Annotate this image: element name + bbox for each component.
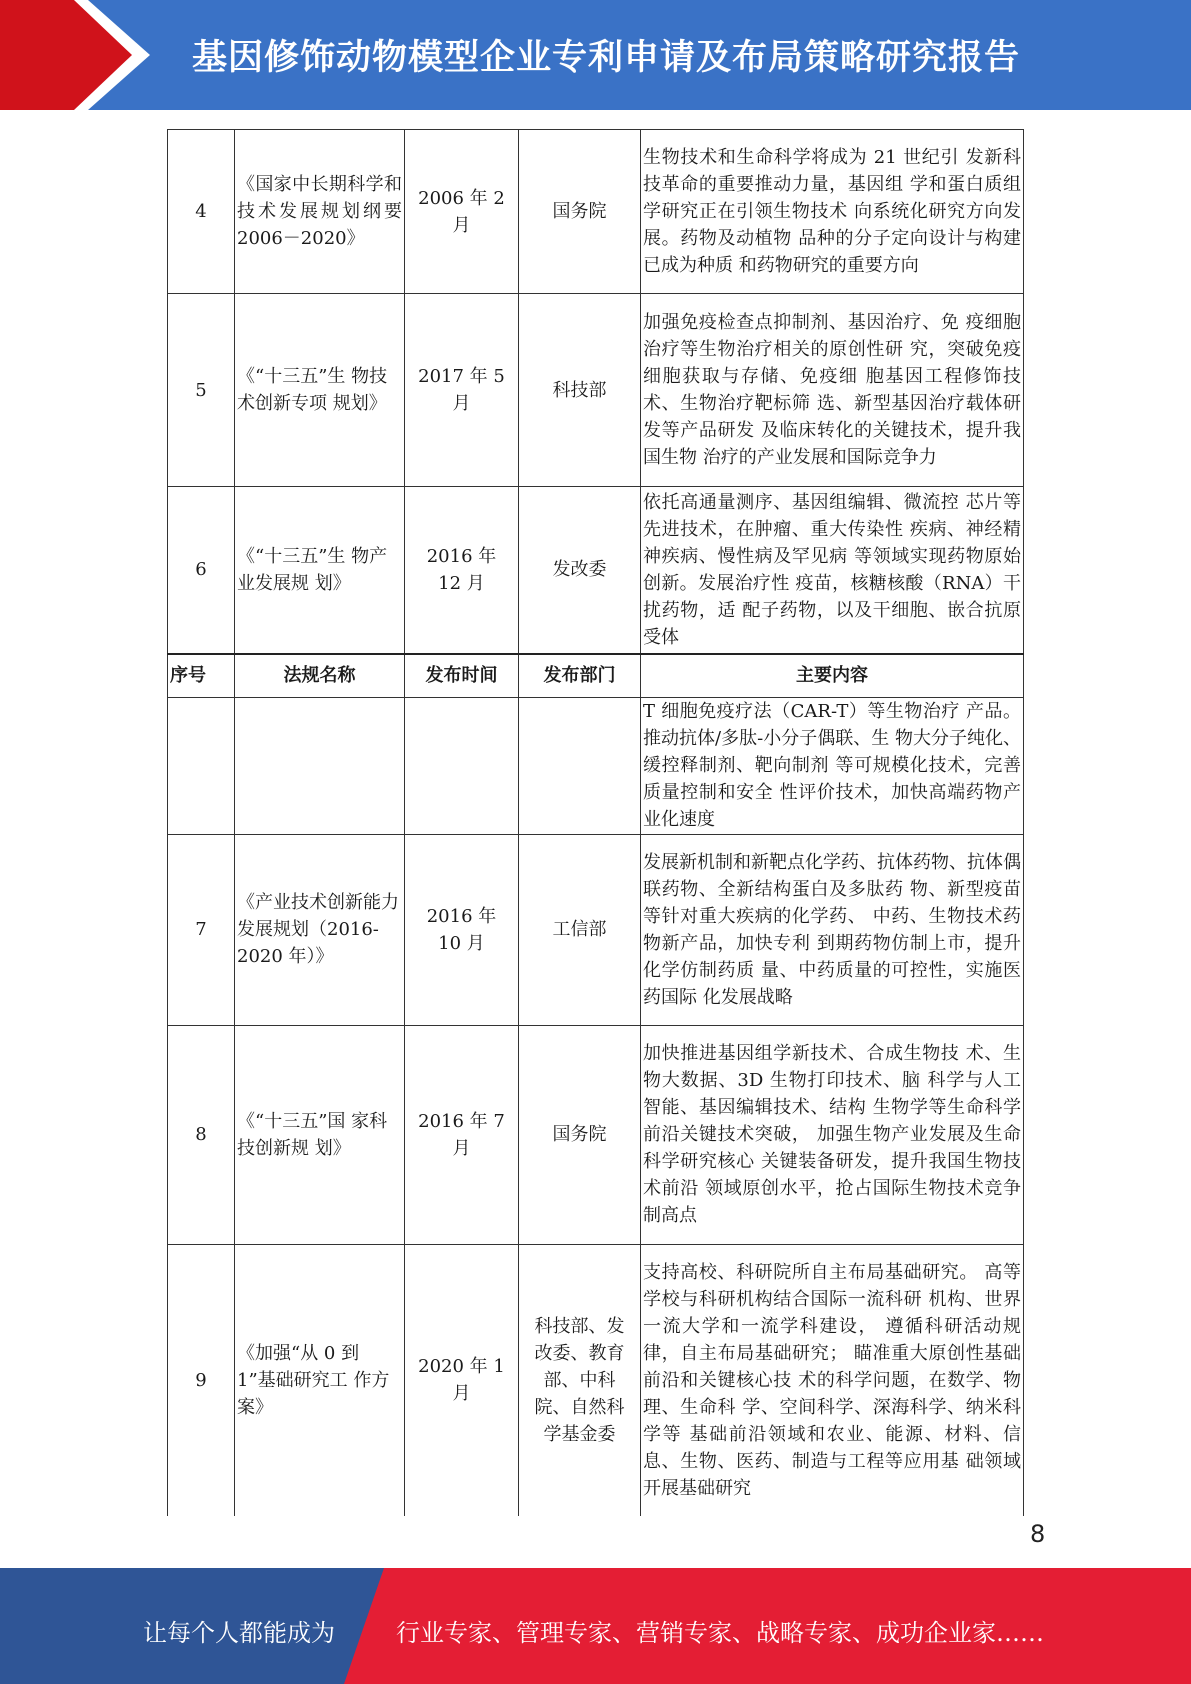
publish-department	[519, 697, 641, 834]
table-row	[168, 487, 1024, 654]
main-content: 加强免疫检查点抑制剂、基因治疗、免 疫细胞治疗等生物治疗相关的原创性研 究，突破免疫细胞获取与存储、免疫细 胞基因工程修饰技术、生物治疗靶标筛 选、新型基因治疗载体研发等产品研发 及临床转化的关键技术，提升我国生物 治疗的产业发展和国际竞争力	[641, 294, 1024, 487]
header-red-arrow	[0, 0, 150, 110]
regulation-name: 《国家中长期科学和技术发展规划纲要 2006－2020》	[235, 130, 405, 294]
main-content: 发展新机制和新靶点化学药、抗体药物、抗体偶联药物、全新结构蛋白及多肽药 物、新型疫苗等针对重大疾病的化学药、 中药、生物技术药物新产品，加快专利 到期药物仿制上市，提升化学仿制药质 量、中药质量的可控性，实施医药国际 化发展战略	[641, 834, 1024, 1025]
regulation-name: 《加强“从 0 到 1”基础研究工 作方案》	[235, 1244, 405, 1516]
table-row	[168, 834, 1024, 1025]
regulation-name	[235, 697, 405, 834]
publish-department: 科技部	[519, 294, 641, 487]
row-number: 5	[168, 294, 235, 487]
regulation-name: 《“十三五”国 家科技创新规 划》	[235, 1025, 405, 1244]
report-title: 基因修饰动物模型企业专利申请及布局策略研究报告	[192, 38, 1021, 78]
row-number: 7	[168, 834, 235, 1025]
column-header-name: 法规名称	[235, 654, 405, 698]
row-number: 8	[168, 1025, 235, 1244]
column-header-number: 序号	[168, 654, 235, 698]
table-row	[168, 1025, 1024, 1244]
publish-department: 国务院	[519, 1025, 641, 1244]
regulation-name: 《“十三五”生 物产业发展规 划》	[235, 487, 405, 654]
publish-department: 科技部、发改委、教育部、中科院、自然科学基金委	[519, 1244, 641, 1516]
row-number: 6	[168, 487, 235, 654]
publish-date: 2006 年 2 月	[405, 130, 519, 294]
footer-slogan-right: 行业专家、管理专家、营销专家、战略专家、成功企业家……	[396, 1619, 1044, 1647]
main-content: 依托高通量测序、基因组编辑、微流控 芯片等先进技术，在肿瘤、重大传染性 疾病、神经精神疾病、慢性病及罕见病 等领域实现药物原始创新。发展治疗性 疫苗，核糖核酸（RNA）干扰药物，适 配子药物，以及干细胞、嵌合抗原受体	[641, 487, 1024, 654]
table-row	[168, 130, 1024, 294]
table-row-continuation	[168, 697, 1024, 834]
main-content: 加快推进基因组学新技术、合成生物技 术、生物大数据、3D 生物打印技术、脑 科学与人工智能、基因编辑技术、结构 生物学等生命科学前沿关键技术突破， 加强生物产业发展及生命科学研究核心 关键装备研发，提升我国生物技术前沿 领域原创水平，抢占国际生物技术竞争 制高点	[641, 1025, 1024, 1244]
publish-department: 工信部	[519, 834, 641, 1025]
publish-date: 2016 年 12 月	[405, 487, 519, 654]
header-banner	[0, 0, 1191, 110]
publish-department: 发改委	[519, 487, 641, 654]
publish-date: 2020 年 1 月	[405, 1244, 519, 1516]
table-header-row	[168, 654, 1024, 698]
page-number: 8	[1030, 1520, 1046, 1548]
main-content: 生物技术和生命科学将成为 21 世纪引 发新科技革命的重要推动力量，基因组 学和蛋白质组学研究正在引领生物技术 向系统化研究方向发展。药物及动植物 品种的分子定向设计与构建已成为种质 和药物研究的重要方向	[641, 130, 1024, 294]
regulation-name: 《“十三五”生 物技术创新专项 规划》	[235, 294, 405, 487]
row-number	[168, 697, 235, 834]
row-number: 9	[168, 1244, 235, 1516]
publish-date: 2016 年 10 月	[405, 834, 519, 1025]
footer-slogan-left: 让每个人都能成为	[143, 1619, 335, 1647]
publish-department: 国务院	[519, 130, 641, 294]
column-header-content: 主要内容	[641, 654, 1024, 698]
column-header-department: 发布部门	[519, 654, 641, 698]
table-row	[168, 1244, 1024, 1516]
column-header-date: 发布时间	[405, 654, 519, 698]
regulation-name: 《产业技术创新能力发展规划（2016-2020 年）》	[235, 834, 405, 1025]
main-content: T 细胞免疫疗法（CAR-T）等生物治疗 产品。推动抗体/多肽-小分子偶联、生 物大分子纯化、缓控释制剂、靶向制剂 等可规模化技术，完善质量控制和安全 性评价技术，加快高端药物产业化速度	[641, 697, 1024, 834]
publish-date	[405, 697, 519, 834]
main-content: 支持高校、科研院所自主布局基础研究。 高等学校与科研机构结合国际一流科研 机构、世界一流大学和一流学科建设， 遵循科研活动规律，自主布局基础研究； 瞄准重大原创性基础前沿和关键核心技 术的科学问题，在数学、物理、生命科 学、空间科学、深海科学、纳米科学等 基础前沿领域和农业、能源、材料、信 息、生物、医药、制造与工程等应用基 础领域开展基础研究	[641, 1244, 1024, 1516]
publish-date: 2016 年 7 月	[405, 1025, 519, 1244]
policy-table	[167, 129, 1024, 1516]
publish-date: 2017 年 5 月	[405, 294, 519, 487]
table-row	[168, 294, 1024, 487]
row-number: 4	[168, 130, 235, 294]
